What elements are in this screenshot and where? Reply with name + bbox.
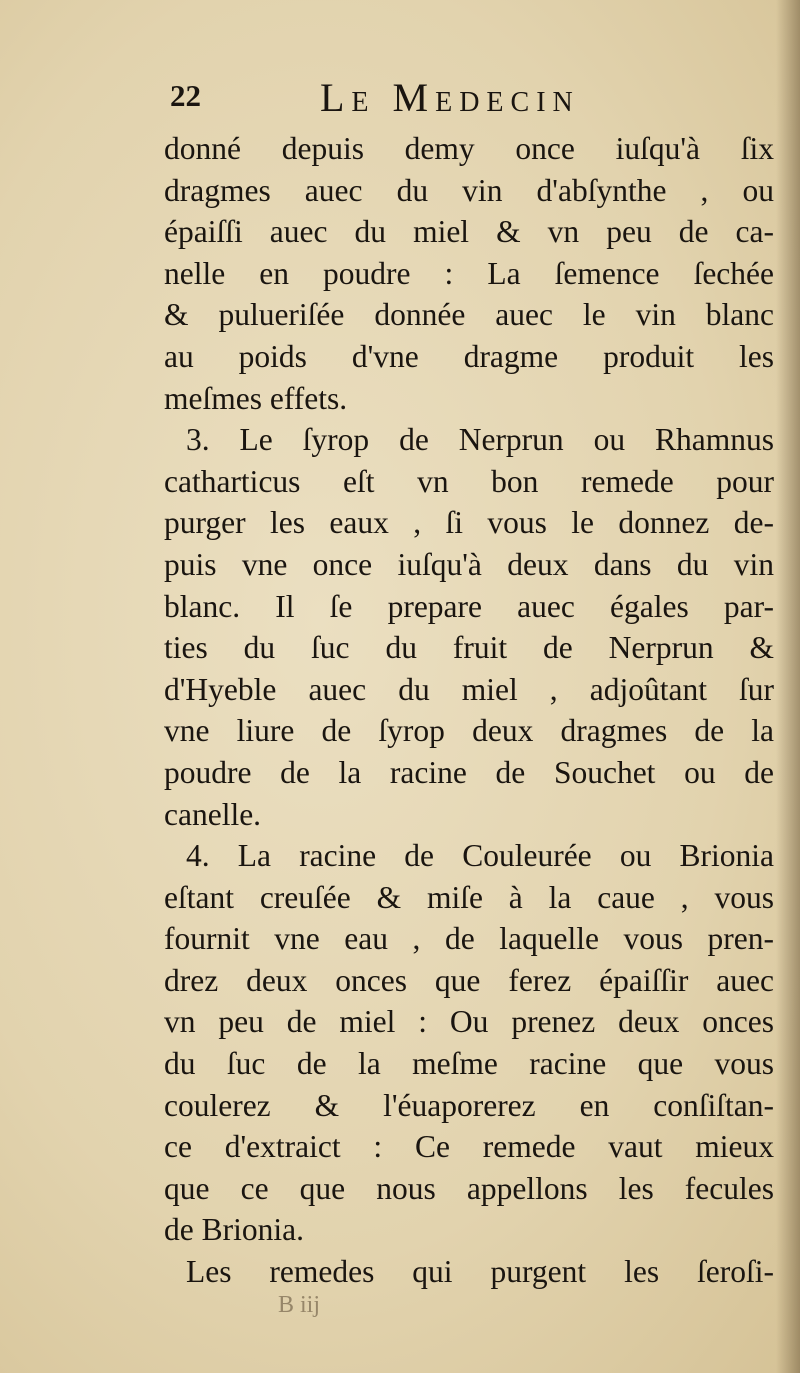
text-line: donné depuis demy once iuſqu'à ſix — [164, 131, 774, 166]
text-line: de Brionia. — [164, 1212, 304, 1248]
text-line: & pulueriſée donnée auec le vin blanc — [164, 297, 774, 333]
text-line: purger les eaux , ſi vous le donnez de- — [164, 505, 774, 541]
text-line: 4. La racine de Couleurée ou Brionia — [186, 838, 774, 874]
text-line: ties du ſuc du fruit de Nerprun & — [164, 630, 774, 666]
text-line: 3. Le ſyrop de Nerprun ou Rhamnus — [186, 422, 774, 458]
text-line: nelle en poudre : La ſemence ſechée — [164, 255, 774, 291]
signature-mark: B iij — [278, 1292, 321, 1318]
text-line: que ce que nous appellons les fecules — [164, 1170, 774, 1206]
text-line: vne liure de ſyrop deux dragmes de la — [164, 713, 774, 749]
text-line: fournit vne eau , de laquelle vous pren- — [164, 921, 774, 957]
text-line: coulerez & l'éuaporerez en conſiſtan- — [164, 1087, 774, 1123]
text-line: poudre de la racine de Souchet ou de — [164, 754, 774, 790]
text-line: drez deux onces que ferez épaiſſir auec — [164, 962, 774, 998]
text-line: d'Hyeble auec du miel , adjoûtant ſur — [164, 671, 774, 707]
text-line: eſtant creuſée & miſe à la caue , vous — [164, 879, 774, 915]
text-line: épaiſſi auec du miel & vn peu de ca- — [164, 214, 774, 250]
text-line: puis vne once iuſqu'à deux dans du vin — [164, 546, 774, 582]
text-line: catharticus eſt vn bon remede pour — [164, 463, 774, 499]
text-line: canelle. — [164, 796, 262, 832]
text-line: dragmes auec du vin d'abſynthe , ou — [164, 172, 774, 208]
text-line: au poids d'vne dragme produit les — [164, 338, 774, 374]
page-edge-shadow — [776, 0, 800, 1373]
text-line: Les remedes qui purgent les ſeroſi- — [186, 1254, 774, 1290]
text-line: meſmes effets. — [164, 380, 348, 416]
text-line: vn peu de miel : Ou prenez deux onces — [164, 1004, 774, 1040]
running-head: Le Medecin — [320, 75, 580, 120]
body-text — [164, 128, 774, 1293]
text-line: ce d'extraict : Ce remede vaut mieux — [164, 1129, 774, 1165]
text-line: du ſuc de la meſme racine que vous — [164, 1046, 774, 1082]
page-number: 22 — [170, 78, 201, 113]
text-line: blanc. Il ſe prepare auec égales par- — [164, 588, 774, 624]
page-header — [170, 74, 690, 124]
